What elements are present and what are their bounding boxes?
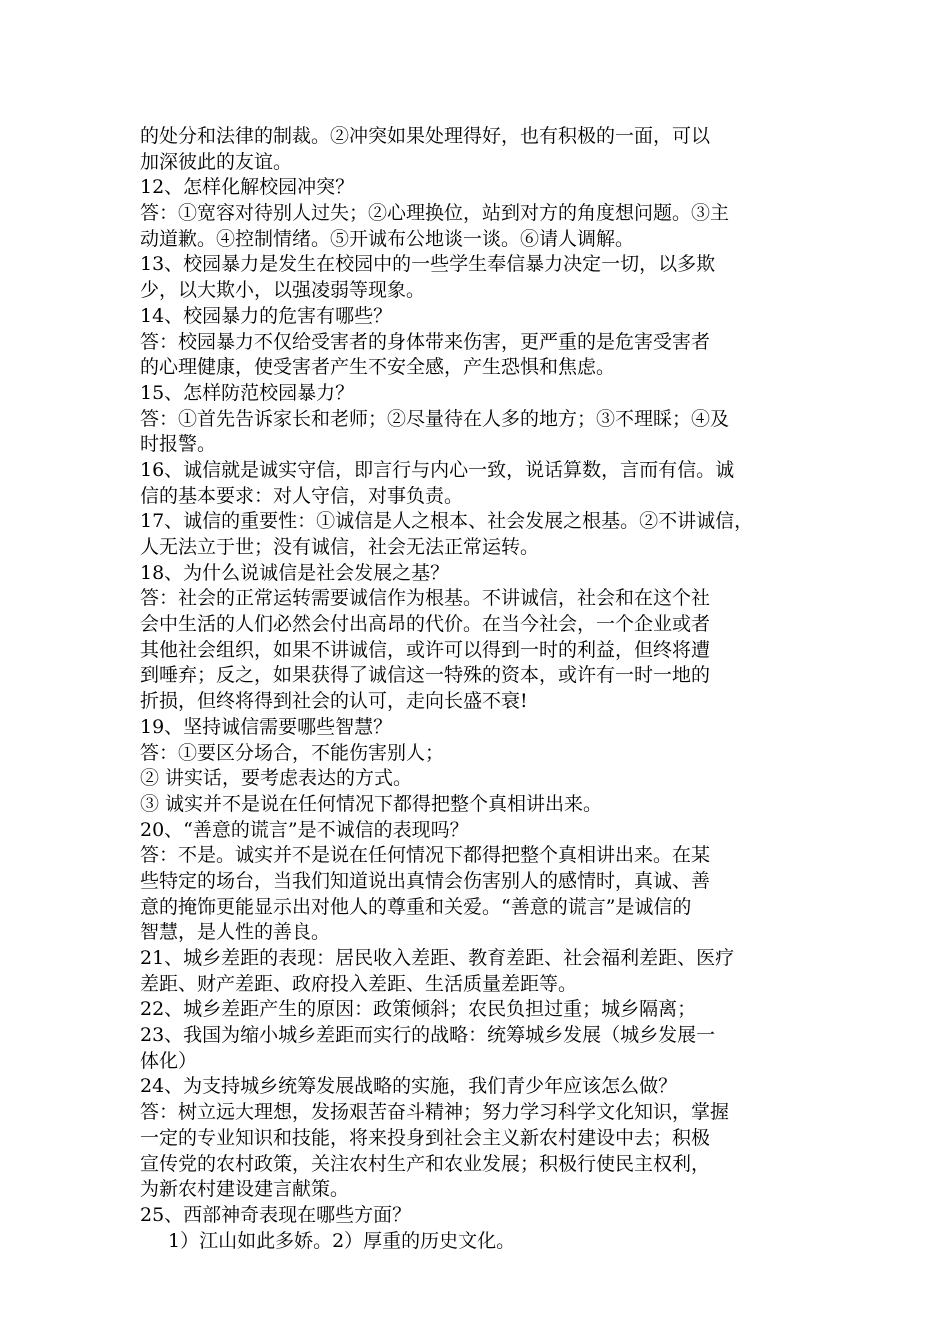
text-line: 体化） <box>140 1049 198 1072</box>
answer-line: 答：①要区分场合，不能伤害别人； <box>140 741 445 764</box>
text-line: 22、城乡差距产生的原因：政策倾斜；农民负担过重；城乡隔离； <box>140 998 697 1021</box>
answer-line: 答：不是。诚实并不是说在任何情况下都得把整个真相讲出来。在某 <box>140 844 711 867</box>
question-heading: 20、“善意的谎言”是不诚信的表现吗？ <box>140 818 469 841</box>
text-line: 16、诚信就是诚实守信，即言行与内心一致，说话算数，言而有信。诚 <box>140 458 735 481</box>
text-line: 23、我国为缩小城乡差距而实行的战略：统筹城乡发展（城乡发展一 <box>140 1024 716 1047</box>
answer-line: 智慧，是人性的善良。 <box>140 921 331 944</box>
text-line: 加深彼此的友谊。 <box>140 150 293 173</box>
answer-line: 会中生活的人们必然会付出高昂的代价。在当今社会，一个企业或者 <box>140 613 711 636</box>
answer-line: 答：①宽容对待别人过失；②心理换位，站到对方的角度想问题。③主 <box>140 202 730 225</box>
answer-line: 答：树立远大理想，发扬艰苦奋斗精神；努力学习科学文化知识，掌握 <box>140 1101 730 1124</box>
question-heading: 12、怎样化解校园冲突？ <box>140 176 355 199</box>
answer-line: 答：社会的正常运转需要诚信作为根基。不讲诚信，社会和在这个社 <box>140 587 711 610</box>
answer-line: ② 讲实话，要考虑表达的方式。 <box>140 767 413 790</box>
answer-line: 宣传党的农村政策，关注农村生产和农业发展；积极行使民主权利， <box>140 1152 711 1175</box>
answer-line: 到唾弃；反之，如果获得了诚信这一特殊的资本，或许有一时一地的 <box>140 664 711 687</box>
text-line: 差距、财产差距、政府投入差距、生活质量差距等。 <box>140 972 578 995</box>
answer-line: 一定的专业知识和技能，将来投身到社会主义新农村建设中去；积极 <box>140 1126 711 1149</box>
answer-line: ③ 诚实并不是说在任何情况下都得把整个真相讲出来。 <box>140 792 603 815</box>
answer-line: 答：①首先告诉家长和老师；②尽量待在人多的地方；③不理睬；④及 <box>140 407 730 430</box>
question-heading: 19、坚持诚信需要哪些智慧？ <box>140 715 393 738</box>
answer-line: 的心理健康，使受害者产生不安全感，产生恐惧和焦虑。 <box>140 356 616 379</box>
document-body <box>140 124 820 1254</box>
text-line: 17、诚信的重要性：①诚信是人之根本、社会发展之根基。②不讲诚信， <box>140 510 754 533</box>
question-heading: 14、校园暴力的危害有哪些？ <box>140 304 393 327</box>
text-line: 21、城乡差距的表现：居民收入差距、教育差距、社会福利差距、医疗 <box>140 947 735 969</box>
question-heading: 18、为什么说诚信是社会发展之基？ <box>140 561 450 584</box>
question-heading: 24、为支持城乡统筹发展战略的实施，我们青少年应该怎么做？ <box>140 1075 678 1098</box>
text-line: 人无法立于世；没有诚信，社会无法正常运转。 <box>140 536 540 558</box>
text-line: 13、校园暴力是发生在校园中的一些学生奉信暴力决定一切，以多欺 <box>140 253 716 276</box>
text-line: 少，以大欺小，以强凌弱等现象。 <box>140 279 426 302</box>
text-line: 信的基本要求：对人守信，对事负责。 <box>140 484 464 507</box>
question-heading: 25、西部神奇表现在哪些方面？ <box>140 1203 412 1226</box>
answer-line: 动道歉。④控制情绪。⑤开诚布公地谈一谈。⑥请人调解。 <box>140 227 635 250</box>
answer-line: 时报警。 <box>140 433 217 456</box>
answer-line: 1）江山如此多娇。2）厚重的历史文化。 <box>168 1229 516 1252</box>
text-line: 的处分和法律的制裁。②冲突如果处理得好，也有积极的一面，可以 <box>140 125 711 147</box>
answer-line: 其他社会组织，如果不讲诚信，或许可以得到一时的利益，但终将遭 <box>140 638 711 661</box>
answer-line: 为新农村建设建言献策。 <box>140 1178 350 1201</box>
question-heading: 15、怎样防范校园暴力？ <box>140 381 355 404</box>
answer-line: 意的掩饰更能显示出对他人的尊重和关爱。“善意的谎言”是诚信的 <box>140 895 692 918</box>
answer-line: 些特定的场台，当我们知道说出真情会伤害别人的感情时，真诚、善 <box>140 869 711 892</box>
answer-line: 折损，但终将得到社会的认可，走向长盛不衰! <box>140 690 528 713</box>
answer-line: 答：校园暴力不仅给受害者的身体带来伤害，更严重的是危害受害者 <box>140 330 711 353</box>
